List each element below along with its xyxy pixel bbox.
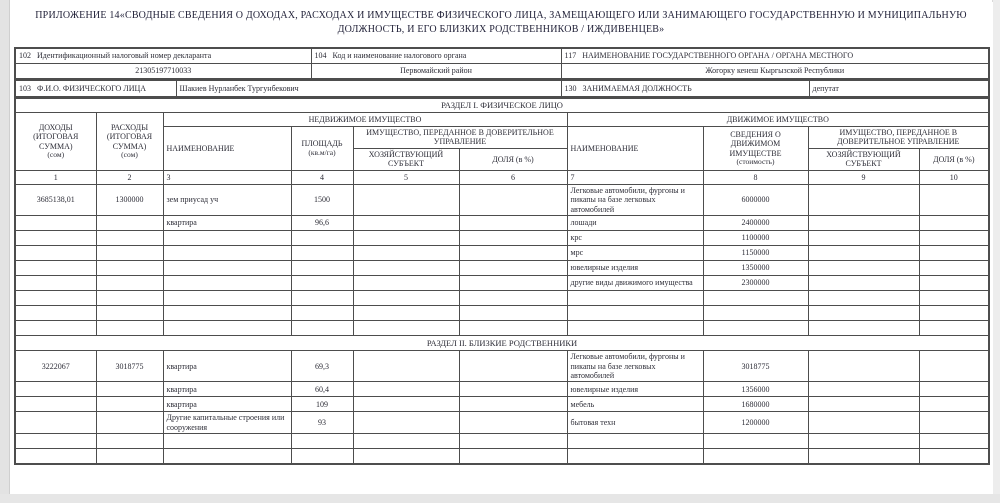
cell	[808, 382, 919, 397]
cell	[808, 412, 919, 434]
cell	[15, 306, 96, 321]
table-row	[15, 231, 989, 246]
cell	[919, 397, 989, 412]
group-immovable-header: НЕДВИЖИМОЕ ИМУЩЕСТВО	[163, 113, 567, 127]
cell	[353, 321, 459, 336]
cell	[808, 306, 919, 321]
cell: крс	[567, 231, 703, 246]
cell	[353, 276, 459, 291]
table-row	[15, 434, 989, 449]
cell	[808, 231, 919, 246]
cell	[163, 231, 291, 246]
cell: 1500	[291, 184, 353, 215]
cell	[459, 261, 567, 276]
field-130-label: 130 ЗАНИМАЕМАЯ ДОЛЖНОСТЬ	[561, 80, 809, 97]
cell	[567, 306, 703, 321]
cell	[96, 449, 163, 465]
cell: 2300000	[703, 276, 808, 291]
column-number: 4	[291, 170, 353, 184]
cell	[808, 184, 919, 215]
cell	[919, 291, 989, 306]
cell	[459, 382, 567, 397]
page-edge-right	[993, 0, 1000, 503]
cell	[353, 397, 459, 412]
cell	[353, 306, 459, 321]
cell	[353, 291, 459, 306]
cell	[808, 216, 919, 231]
cell: квартира	[163, 382, 291, 397]
cell	[96, 397, 163, 412]
field-103-value: Шакиев Нурланбек Тургунбекович	[176, 80, 561, 97]
cell: ювелирные изделия	[567, 382, 703, 397]
cell	[808, 397, 919, 412]
cell	[459, 246, 567, 261]
col-entity-immovable-header: ХОЗЯЙСТВУЮЩИЙ СУБЪЕКТ	[353, 148, 459, 170]
cell	[703, 306, 808, 321]
cell: 1200000	[703, 412, 808, 434]
table-row	[15, 351, 989, 382]
cell	[703, 291, 808, 306]
cell	[808, 291, 919, 306]
cell	[353, 216, 459, 231]
cell	[353, 231, 459, 246]
cell	[919, 412, 989, 434]
cell	[163, 291, 291, 306]
cell: ювелирные изделия	[567, 261, 703, 276]
cell	[703, 321, 808, 336]
cell: 3018775	[96, 351, 163, 382]
cell	[808, 276, 919, 291]
cell	[15, 276, 96, 291]
cell	[15, 434, 96, 449]
column-number: 8	[703, 170, 808, 184]
cell	[808, 351, 919, 382]
cell	[353, 184, 459, 215]
col-trust-immovable-header: ИМУЩЕСТВО, ПЕРЕДАННОЕ В ДОВЕРИТЕЛЬНОЕ УПРАВЛЕНИЕ	[353, 127, 567, 149]
column-number: 1	[15, 170, 96, 184]
col-expense-header: РАСХОДЫ (ИТОГОВАЯ СУММА) (сом)	[96, 113, 163, 171]
cell	[15, 382, 96, 397]
field-102-value: 21305197710033	[15, 64, 311, 80]
cell: 96,6	[291, 216, 353, 231]
cell	[919, 306, 989, 321]
cell	[15, 291, 96, 306]
cell: лошади	[567, 216, 703, 231]
cell	[96, 231, 163, 246]
cell	[459, 434, 567, 449]
column-number: 6	[459, 170, 567, 184]
cell	[96, 382, 163, 397]
section1-title: РАЗДЕЛ I. ФИЗИЧЕСКОЕ ЛИЦО	[15, 98, 989, 113]
cell: 6000000	[703, 184, 808, 215]
table-row	[15, 276, 989, 291]
cell	[15, 246, 96, 261]
cell	[919, 351, 989, 382]
table-row	[15, 216, 989, 231]
cell: Легковые автомобили, фургоны и пикапы на базе легковых автомобилей	[567, 351, 703, 382]
page-title: ПРИЛОЖЕНИЕ 14«СВОДНЫЕ СВЕДЕНИЯ О ДОХОДАХ, РАСХОДАХ И ИМУЩЕСТВЕ ФИЗИЧЕСКОГО ЛИЦА, ЗАМЕЩАЮЩЕГО ИЛИ ЗАНИМАЮЩЕГО ГОСУДАРСТВЕННУЮ И МУНИЦИПАЛЬНУЮ ДОЛЖНОСТЬ, И ЕГО БЛИЗКИХ РОДСТВЕННИКОВ / ИЖДИВЕНЦЕВ»	[35, 10, 967, 35]
cell	[96, 276, 163, 291]
cell	[919, 246, 989, 261]
col-area-header: ПЛОЩАДЬ (кв.м/га)	[291, 127, 353, 171]
table-row	[15, 261, 989, 276]
cell	[163, 276, 291, 291]
table-row	[15, 184, 989, 215]
declaration-header-table	[14, 47, 990, 80]
cell: 93	[291, 412, 353, 434]
person-row	[15, 80, 989, 97]
cell	[163, 306, 291, 321]
cell: мрс	[567, 246, 703, 261]
header-labels-row	[15, 48, 989, 64]
cell	[15, 449, 96, 465]
cell	[291, 434, 353, 449]
cell	[703, 449, 808, 465]
cell	[808, 449, 919, 465]
document-page	[10, 0, 992, 494]
table-row	[15, 306, 989, 321]
cell	[15, 412, 96, 434]
cell	[163, 434, 291, 449]
group-header-row	[15, 113, 989, 127]
cell	[567, 434, 703, 449]
cell: 1150000	[703, 246, 808, 261]
page-edge-left	[0, 0, 10, 503]
col-name-immovable-header: НАИМЕНОВАНИЕ	[163, 127, 291, 171]
cell	[291, 321, 353, 336]
cell: 1350000	[703, 261, 808, 276]
cell	[291, 261, 353, 276]
col-entity-movable-header: ХОЗЯЙСТВУЮЩИЙ СУБЪЕКТ	[808, 148, 919, 170]
cell	[808, 434, 919, 449]
cell	[459, 412, 567, 434]
cell: квартира	[163, 397, 291, 412]
field-117-label: 117 НАИМЕНОВАНИЕ ГОСУДАРСТВЕННОГО ОРГАНА / ОРГАНА МЕСТНОГО	[561, 48, 989, 64]
group-movable-header: ДВИЖИМОЕ ИМУЩЕСТВО	[567, 113, 989, 127]
cell	[567, 321, 703, 336]
column-number: 9	[808, 170, 919, 184]
cell	[919, 434, 989, 449]
section2-title: РАЗДЕЛ II. БЛИЗКИЕ РОДСТВЕННИКИ	[15, 336, 989, 351]
cell: 1300000	[96, 184, 163, 215]
field-103-label: 103 Ф.И.О. ФИЗИЧЕСКОГО ЛИЦА	[15, 80, 176, 97]
cell	[96, 291, 163, 306]
field-104-label: 104 Код и наименование налогового органа	[311, 48, 561, 64]
table-row	[15, 412, 989, 434]
field-117-value: Жогорку кенеш Кыргызской Республики	[561, 64, 989, 80]
cell	[459, 321, 567, 336]
field-104-value: Первомайский район	[311, 64, 561, 80]
cell: 3685138,01	[15, 184, 96, 215]
cell: другие виды движимого имущества	[567, 276, 703, 291]
cell: мебель	[567, 397, 703, 412]
cell	[919, 382, 989, 397]
header-values-row	[15, 64, 989, 80]
cell	[291, 291, 353, 306]
cell: квартира	[163, 216, 291, 231]
column-number: 2	[96, 170, 163, 184]
table-row	[15, 449, 989, 465]
cell	[919, 261, 989, 276]
cell	[15, 321, 96, 336]
cell	[459, 291, 567, 306]
col-share-immovable-header: ДОЛЯ (в %)	[459, 148, 567, 170]
section-band-row	[15, 336, 989, 351]
declaration-person-table	[14, 79, 990, 98]
cell	[459, 184, 567, 215]
cell	[163, 449, 291, 465]
cell	[703, 434, 808, 449]
cell: 1680000	[703, 397, 808, 412]
cell: бытовая техн	[567, 412, 703, 434]
cell: зем приусад уч	[163, 184, 291, 215]
cell: Другие капитальные строения или сооружения	[163, 412, 291, 434]
column-number: 10	[919, 170, 989, 184]
cell	[459, 306, 567, 321]
table-row	[15, 382, 989, 397]
section1-band-row	[15, 98, 989, 113]
cell	[15, 261, 96, 276]
cell	[96, 216, 163, 231]
column-numbers-row	[15, 170, 989, 184]
cell	[291, 276, 353, 291]
cell	[96, 246, 163, 261]
table-row	[15, 246, 989, 261]
cell: квартира	[163, 351, 291, 382]
cell	[459, 449, 567, 465]
cell	[919, 321, 989, 336]
table-row	[15, 397, 989, 412]
cell: 1356000	[703, 382, 808, 397]
cell	[96, 434, 163, 449]
cell	[291, 231, 353, 246]
col-movable-info-header: СВЕДЕНИЯ О ДВИЖИМОМ ИМУЩЕСТВЕ (стоимость)	[703, 127, 808, 171]
cell	[459, 397, 567, 412]
cell	[353, 261, 459, 276]
cell	[353, 412, 459, 434]
cell: 1100000	[703, 231, 808, 246]
cell	[96, 321, 163, 336]
cell	[353, 382, 459, 397]
cell	[459, 216, 567, 231]
cell: 69,3	[291, 351, 353, 382]
cell	[353, 449, 459, 465]
cell	[808, 246, 919, 261]
cell	[96, 261, 163, 276]
cell	[919, 216, 989, 231]
cell	[567, 291, 703, 306]
declaration-main-table	[14, 97, 990, 465]
cell	[808, 321, 919, 336]
cell	[163, 246, 291, 261]
cell	[567, 449, 703, 465]
col-trust-movable-header: ИМУЩЕСТВО, ПЕРЕДАННОЕ В ДОВЕРИТЕЛЬНОЕ УПРАВЛЕНИЕ	[808, 127, 989, 149]
cell	[353, 246, 459, 261]
cell	[15, 231, 96, 246]
page-edge-bottom	[0, 494, 1000, 503]
cell	[919, 184, 989, 215]
column-number: 5	[353, 170, 459, 184]
cell	[291, 306, 353, 321]
cell	[96, 306, 163, 321]
table-row	[15, 321, 989, 336]
cell	[808, 261, 919, 276]
cell	[96, 412, 163, 434]
cell: 2400000	[703, 216, 808, 231]
column-number: 7	[567, 170, 703, 184]
table-row	[15, 291, 989, 306]
field-102-label: 102 Идентификационный налоговый номер декларанта	[15, 48, 311, 64]
cell	[459, 276, 567, 291]
cell	[919, 231, 989, 246]
cell: 3018775	[703, 351, 808, 382]
cell	[15, 216, 96, 231]
cell	[459, 351, 567, 382]
cell: 60,4	[291, 382, 353, 397]
cell	[163, 261, 291, 276]
cell	[291, 246, 353, 261]
cell	[291, 449, 353, 465]
cell	[919, 449, 989, 465]
cell	[163, 321, 291, 336]
cell: 109	[291, 397, 353, 412]
column-number: 3	[163, 170, 291, 184]
col-name-movable-header: НАИМЕНОВАНИЕ	[567, 127, 703, 171]
cell	[353, 434, 459, 449]
cell	[459, 231, 567, 246]
cell: 3222067	[15, 351, 96, 382]
cell	[353, 351, 459, 382]
field-130-value: депутат	[809, 80, 989, 97]
col-income-header: ДОХОДЫ (ИТОГОВАЯ СУММА) (сом)	[15, 113, 96, 171]
cell: Легковые автомобили, фургоны и пикапы на базе легковых автомобилей	[567, 184, 703, 215]
cell	[15, 397, 96, 412]
col-share-movable-header: ДОЛЯ (в %)	[919, 148, 989, 170]
cell	[919, 276, 989, 291]
